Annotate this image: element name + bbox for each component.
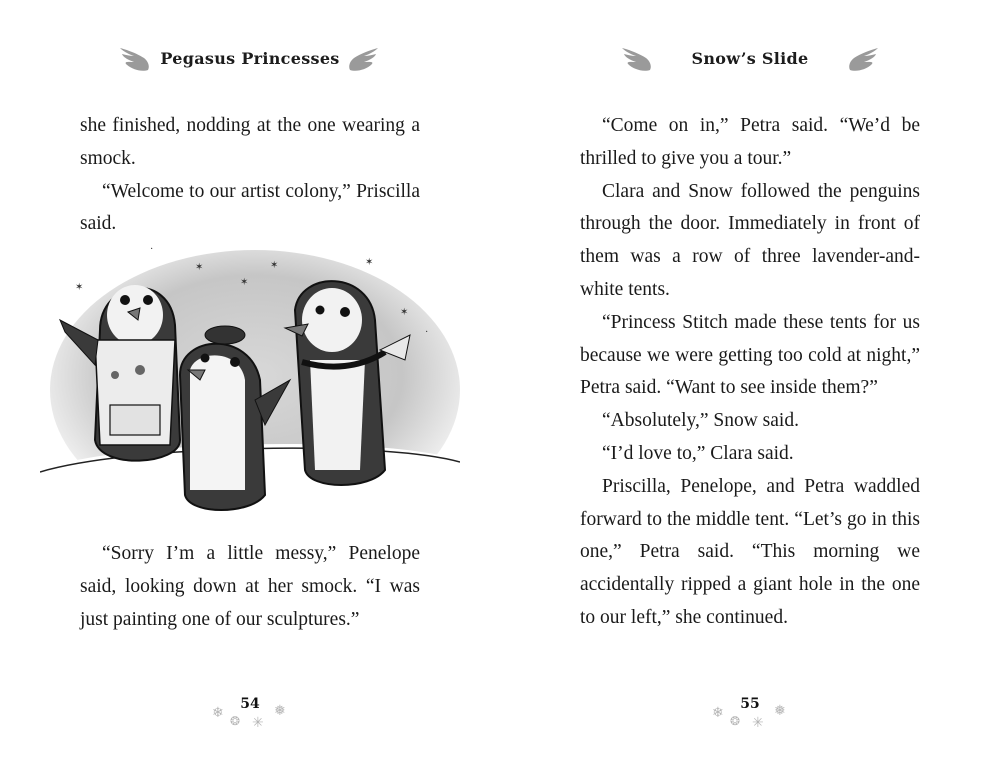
paragraph: “Sorry I’m a little messy,” Penelope said, looking down at her smock. “I was just painting one of our sculptures.” <box>80 543 420 630</box>
svg-text:✶: ✶ <box>240 277 249 288</box>
paragraph: “Come on in,” Petra said. “We’d be thrilled to give you a tour.” <box>580 115 920 169</box>
svg-text:·: · <box>425 327 429 338</box>
body-text-top <box>80 110 420 241</box>
svg-text:✶: ✶ <box>195 262 204 273</box>
book-title: Pegasus Princesses <box>160 49 340 68</box>
penguins-illustration <box>40 240 460 530</box>
paragraph: “Princess Stitch made these tents for us because we were getting too cold at night,” Petra said. “Want to see inside them?” <box>580 311 920 399</box>
running-head <box>500 44 1000 76</box>
paragraph: she finished, nodding at the one wearing a smock. <box>80 115 420 169</box>
wing-icon <box>346 44 380 74</box>
snowflake-icon: ❄ <box>212 705 224 721</box>
wing-icon <box>846 44 880 74</box>
page-footer <box>0 696 500 730</box>
chapter-title: Snow’s Slide <box>691 49 809 68</box>
paragraph: Priscilla, Penelope, and Petra waddled forward to the middle tent. “Let’s go in this one,” Petra said. “This morning we accidentally ripped a giant hole in the one to our left,” she continued. <box>580 475 920 628</box>
paragraph: Clara and Snow followed the penguins through the door. Immediately in front of them was a row of three lavender-and-white tents. <box>580 180 920 300</box>
body-text <box>580 110 920 635</box>
snowflake-icon: ❂ <box>230 714 241 728</box>
running-head <box>0 44 500 76</box>
svg-text:✶: ✶ <box>400 307 409 318</box>
snowflake-icon: ❂ <box>730 714 741 728</box>
right-page <box>500 0 1000 765</box>
svg-text:✶: ✶ <box>365 257 374 268</box>
svg-text:✶: ✶ <box>75 282 84 293</box>
body-text-bottom <box>80 538 420 636</box>
page-number: 55 <box>740 696 760 712</box>
page-footer <box>500 696 1000 730</box>
snowflake-icon: ✳ <box>252 715 264 731</box>
paragraph: “Welcome to our artist colony,” Priscilla said. <box>80 180 420 235</box>
snowflake-icon: ❄ <box>712 705 724 721</box>
svg-text:✶: ✶ <box>270 260 279 271</box>
snowflake-icon: ❅ <box>774 703 786 719</box>
svg-text:·: · <box>150 244 154 255</box>
page-number: 54 <box>240 696 260 712</box>
paragraph: “Absolutely,” Snow said. <box>602 410 799 432</box>
snowflake-icon: ❅ <box>274 703 286 719</box>
snowflake-icon: ✳ <box>752 715 764 731</box>
paragraph: “I’d love to,” Clara said. <box>602 442 794 464</box>
